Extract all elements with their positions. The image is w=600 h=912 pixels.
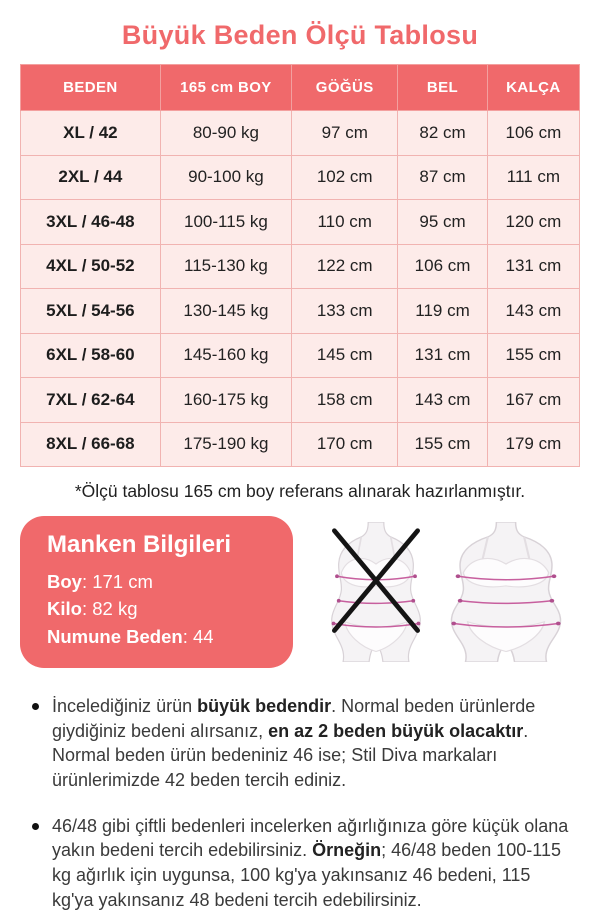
table-row [21,111,580,156]
size-cell: 5XL / 54-56 [21,289,161,334]
size-cell: 7XL / 62-64 [21,378,161,423]
size-cell: 6XL / 58-60 [21,333,161,378]
notes-list [30,694,574,912]
value-cell: 95 cm [398,200,487,245]
table-row [21,422,580,467]
slim-body-icon [324,522,428,662]
header-cell: BEL [398,65,487,111]
model-section [20,516,580,668]
model-info-title: Manken Bilgileri [47,531,232,558]
value-cell: 102 cm [292,155,398,200]
value-cell: 100-115 kg [160,200,291,245]
value-cell: 97 cm [292,111,398,156]
value-cell: 106 cm [398,244,487,289]
size-cell: 8XL / 66-68 [21,422,161,467]
value-cell: 110 cm [292,200,398,245]
value-cell: 82 cm [398,111,487,156]
size-cell: XL / 42 [21,111,161,156]
model-info-rows [47,568,283,650]
value-cell: 155 cm [487,333,579,378]
value-cell: 106 cm [487,111,579,156]
value-cell: 145-160 kg [160,333,291,378]
model-info-card [20,516,293,668]
size-table-header [21,65,580,111]
value-cell: 155 cm [398,422,487,467]
size-cell: 3XL / 46-48 [21,200,161,245]
value-cell: 175-190 kg [160,422,291,467]
value-cell: 122 cm [292,244,398,289]
value-cell: 170 cm [292,422,398,467]
value-cell: 179 cm [487,422,579,467]
value-cell: 167 cm [487,378,579,423]
size-table [20,64,580,467]
value-cell: 120 cm [487,200,579,245]
table-row [21,244,580,289]
value-cell: 158 cm [292,378,398,423]
table-row [21,378,580,423]
plus-size-body-figure [442,522,570,662]
value-cell: 115-130 kg [160,244,291,289]
value-cell: 80-90 kg [160,111,291,156]
note-item: 46/48 gibi çiftli bedenleri incelerken ağırlığınıza göre küçük olana yakın bedeni tercih edebilirsiniz. Örneğin; 46/48 beden 100-115 kg ağırlık için uygunsa, 100 kg'ya yakınsanız 46 bedeni, 115 kg'ya yakınsanız 48 bedeni tercih edebilirsiniz. [30,814,574,912]
slim-body-figure-crossed [324,522,428,662]
model-info-row: Boy: 171 cm [47,571,153,592]
table-footnote: *Ölçü tablosu 165 cm boy referans alınarak hazırlanmıştır. [74,481,526,501]
header-cell: KALÇA [487,65,579,111]
header-cell: BEDEN [21,65,161,111]
table-row [21,200,580,245]
value-cell: 143 cm [398,378,487,423]
size-table-body [21,111,580,467]
model-info-row: Numune Beden: 44 [47,625,214,647]
page-title: Büyük Beden Ölçü Tablosu [121,20,479,50]
value-cell: 130-145 kg [160,289,291,334]
table-row [21,155,580,200]
header-cell: 165 cm BOY [160,65,291,111]
table-row [21,289,580,334]
value-cell: 160-175 kg [160,378,291,423]
value-cell: 131 cm [398,333,487,378]
value-cell: 131 cm [487,244,579,289]
value-cell: 143 cm [487,289,579,334]
value-cell: 145 cm [292,333,398,378]
body-figures [313,516,580,668]
value-cell: 133 cm [292,289,398,334]
size-cell: 4XL / 50-52 [21,244,161,289]
table-row [21,333,580,378]
model-info-row: Kilo: 82 kg [47,598,138,620]
value-cell: 87 cm [398,155,487,200]
value-cell: 90-100 kg [160,155,291,200]
header-row [21,65,580,111]
note-item: İncelediğiniz ürün büyük bedendir. Normal beden ürünlerde giydiğiniz bedeni alırsanız, en az 2 beden büyük olacaktır. Normal beden ürün bedeniniz 46 ise; Stil Diva markaları ürünlerimizde 42 beden tercih ediniz. [30,694,574,793]
plus-size-body-icon [442,522,570,662]
size-cell: 2XL / 44 [21,155,161,200]
header-cell: GÖĞÜS [292,65,398,111]
value-cell: 119 cm [398,289,487,334]
value-cell: 111 cm [487,155,579,200]
